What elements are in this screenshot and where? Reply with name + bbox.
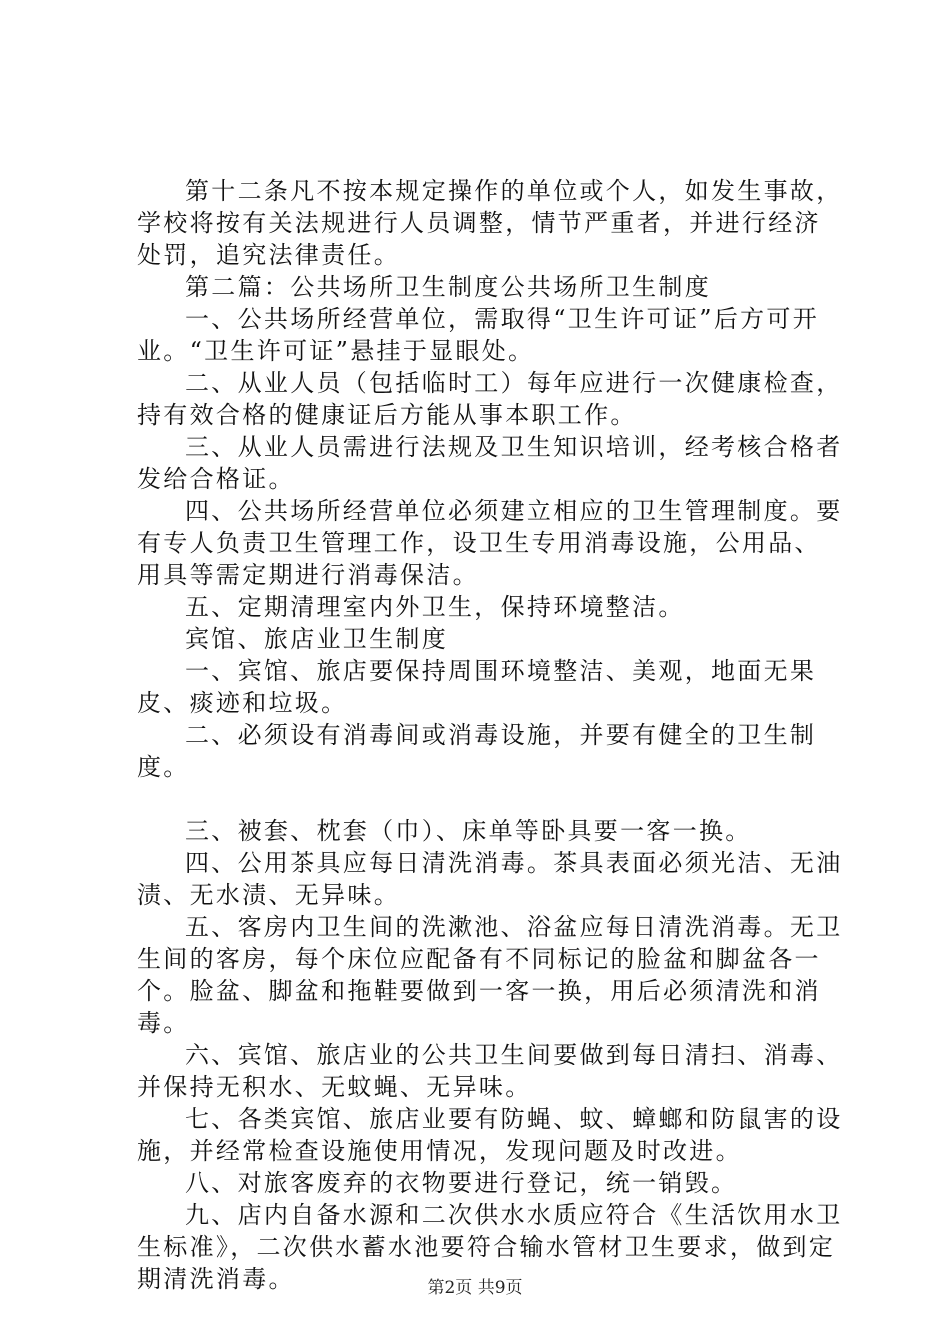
paragraph-hotel-4: 四、公用茶具应每日清洗消毒。茶具表面必须光洁、无油渍、无水渍、无异味。 xyxy=(137,849,843,909)
paragraph-public-1: 一、公共场所经营单位，需取得“卫生许可证”后方可开业。“卫生许可证”悬挂于显眼处。 xyxy=(137,305,820,365)
paragraph-hotel-9: 九、店内自备水源和二次供水水质应符合《生活饮用水卫生标准》，二次供水蓄水池要符合输水管材卫生要求，做到定期清洗消毒。 xyxy=(137,1201,843,1293)
paragraph-hotel-3: 三、被套、枕套（巾）、床单等卧具要一客一换。 xyxy=(185,817,752,845)
paragraph-public-4: 四、公共场所经营单位必须建立相应的卫生管理制度。要有专人负责卫生管理工作，设卫生专用消毒设施，公用品、用具等需定期进行消毒保洁。 xyxy=(137,497,843,589)
paragraph-public-2: 二、从业人员（包括临时工）每年应进行一次健康检查，持有效合格的健康证后方能从事本职工作。 xyxy=(137,369,843,429)
paragraph-hotel-8: 八、对旅客废弃的衣物要进行登记，统一销毁。 xyxy=(185,1169,738,1197)
paragraph-hotel-6: 六、宾馆、旅店业的公共卫生间要做到每日清扫、消毒、并保持无积水、无蚊蝇、无异味。 xyxy=(137,1041,843,1101)
document-body xyxy=(137,175,847,1295)
paragraph-hotel-1: 一、宾馆、旅店要保持周围环境整洁、美观，地面无果皮、痰迹和垃圾。 xyxy=(137,657,817,717)
page-number-footer: 第2页 共9页 xyxy=(427,1278,523,1298)
section-heading-public-places: 第二篇：公共场所卫生制度公共场所卫生制度 xyxy=(185,273,711,301)
paragraph-hotel-5: 五、客房内卫生间的洗漱池、浴盆应每日清洗消毒。无卫生间的客房，每个床位应配备有不同标记的脸盆和脚盆各一个。脸盆、脚盆和拖鞋要做到一客一换，用后必须清洗和消毒。 xyxy=(137,913,843,1037)
paragraph-hotel-7: 七、各类宾馆、旅店业要有防蝇、蚊、蟑螂和防鼠害的设施，并经常检查设施使用情况，发现问题及时改进。 xyxy=(137,1105,843,1165)
paragraph-public-5: 五、定期清理室内外卫生，保持环境整洁。 xyxy=(185,593,685,621)
paragraph-public-3: 三、从业人员需进行法规及卫生知识培训，经考核合格者发给合格证。 xyxy=(137,433,843,493)
paragraph-article-12: 第十二条凡不按本规定操作的单位或个人，如发生事故，学校将按有关法规进行人员调整，情节严重者，并进行经济处罚，追究法律责任。 xyxy=(137,177,843,269)
paragraph-hotel-2: 二、必须设有消毒间或消毒设施，并要有健全的卫生制度。 xyxy=(137,721,817,781)
section-heading-hotel: 宾馆、旅店业卫生制度 xyxy=(185,625,448,653)
